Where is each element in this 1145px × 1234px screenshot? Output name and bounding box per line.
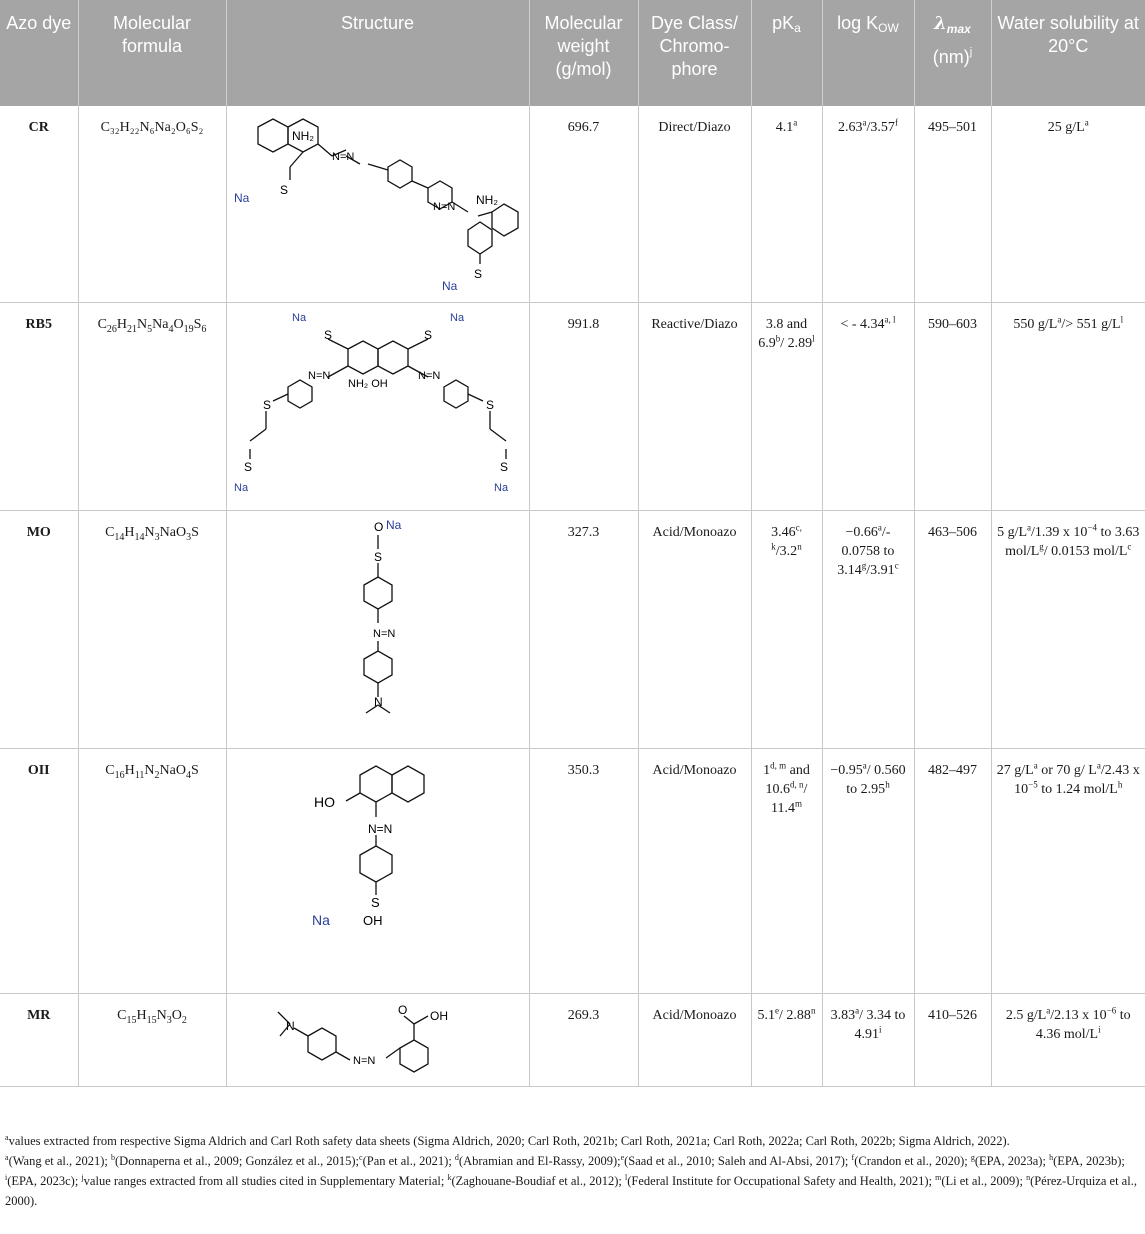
lambda-max-value: 590–603 [914,302,991,510]
orange-ii-structure [228,755,528,987]
pka-value: 3.8 and 6.9$^b$/ 2.89$^l$ [751,302,822,510]
svg-text:N=N: N=N [417,369,440,382]
structure-cr-image [226,106,529,302]
molecular-weight: 991.8 [529,302,638,510]
congo-red-structure [228,112,528,292]
molecular-formula: C₃₂H₂₂N₆Na₂O₆S₂ [78,106,226,302]
dye-name: MR [0,993,78,1086]
footnote-sources: $^a$values extracted from respective Sigma Aldrich and Carl Roth safety data sheets (Sigma Aldrich, 2020; Carl Roth, 2021b; Carl Roth, 2021a; Carl Roth, 2022a; Carl Roth, 2022b; Sigma Aldrich, 2022). [5,1132,1010,1148]
pka-value: 5.1e/ 2.88$^n$ [751,993,822,1086]
svg-text:S: S [262,397,271,412]
table-row [0,302,1145,510]
table-footnotes [5,1131,1140,1211]
svg-text:S: S [243,459,252,474]
svg-text:S: S [370,894,380,910]
structure-rb5-image [226,302,529,510]
svg-text:S: S [279,183,288,197]
dye-class: Acid/Monoazo [638,510,751,748]
svg-text:N=N: N=N [307,369,330,382]
molecular-formula: $C_{16}H_{11}N_2NaO_4S$ [78,748,226,993]
svg-text:S: S [373,549,382,564]
svg-text:Na: Na [311,911,330,928]
dye-name: MO [0,510,78,748]
methyl-orange-structure [228,517,528,742]
table-row [0,748,1145,993]
svg-text:Na: Na [385,517,401,532]
table-row [0,106,1145,302]
svg-text:N: N [285,1018,295,1033]
svg-text:N: N [373,694,383,709]
molecular-formula: $C_{14}H_{14}N_3NaO_3S$ [78,510,226,748]
header-azo-dye: Azo dye [0,0,78,106]
svg-text:Na: Na [493,481,508,494]
molecular-formula: $C_{15}H_{15}N_3O_2$ [78,993,226,1086]
svg-text:OH: OH [362,912,382,928]
header-structure: Structure [226,0,529,106]
svg-text:S: S [323,327,332,342]
water-solubility-value: 2.5 $g/L^a/2.13$ x $10^{-6}$ to 4.36 mol/$L^i$ [991,993,1145,1086]
log-kow-value: −0.66$^a$/- 0.0758 to 3.14$^g$/3.91$^c$ [822,510,914,748]
svg-text:N=N: N=N [331,151,354,163]
svg-text:N=N: N=N [372,627,395,640]
svg-text:N=N: N=N [352,1054,375,1067]
svg-text:S: S [485,397,494,412]
svg-text:Na: Na [441,279,457,292]
dye-name: OII [0,748,78,993]
molecular-weight: 327.3 [529,510,638,748]
log-kow-value: 3.83$^a$/ 3.34 to 4.91$^i$ [822,993,914,1086]
svg-text:Na: Na [233,191,249,205]
molecular-weight: 350.3 [529,748,638,993]
svg-text:OH: OH [429,1008,448,1023]
footnote-references: $^a$(Wang et al., 2021); $^b$(Donnaperna et al., 2009; González et al., 2015);$^c$(Pan et al., 2021); $^d$(Abramian and El-Rassy, 2009);$^e$(Saad et al., 2010; Saleh and Al-Absi, 2017); $^f$(Crandon et al., 2020); $^g$(EPA, 2023a); $^h$(EPA, 2023b); $^i$(EPA, 2023c); $^j$value ranges extracted from all studies cited in Supplementary Material; $^k$(Zaghouane-Boudiaf et al., 2012); $^l$(Federal Institute for Occupational Safety and Health, 2021); $^m$(Li et al., 2009); $^n$(Pérez-Urquiza et al., 2000). [5,1152,1137,1208]
methyl-red-structure [228,1000,528,1080]
svg-text:S: S [423,327,432,342]
svg-text:N=N: N=N [432,201,455,213]
log-kow-value: < - 4.34$^{a, l}$ [822,302,914,510]
lambda-max-value: 463–506 [914,510,991,748]
dye-class: Acid/Monoazo [638,993,751,1086]
water-solubility-value: 5 $g/L^a/1.39$ x $10^{-4}$ to 3.63 mol/$L^g/$ 0.0153 mol/$L^c$ [991,510,1145,748]
water-solubility-value: 25 $g/L^a$ [991,106,1145,302]
svg-text:Na: Na [291,311,306,324]
dye-name: RB5 [0,302,78,510]
svg-text:O: O [373,519,383,534]
molecular-weight: 696.7 [529,106,638,302]
molecular-formula: $C_{26}H_{21}N_5Na_4O_{19}S_6$ [78,302,226,510]
header-dye-class: Dye Class/ Chromo- phore [638,0,751,106]
svg-text:NH₂ OH: NH₂ OH [347,377,388,390]
svg-text:NH₂: NH₂ [291,129,314,143]
table-row [0,993,1145,1086]
header-molecular-formula: Molecular formula [78,0,226,106]
structure-mo-image [226,510,529,748]
svg-text:Na: Na [233,481,248,494]
log-kow-value: −0.95$^a$/ 0.560 to 2.95$^h$ [822,748,914,993]
header-molecular-weight: Molecular weight (g/mol) [529,0,638,106]
header-log-kow: $\log K_{OW}$ [822,0,914,106]
svg-text:S: S [473,267,482,281]
pka-value: 1$^{d, m}$ and 10.6$^{d, n}$/ 11.4$^m$ [751,748,822,993]
lambda-max-value: 482–497 [914,748,991,993]
svg-text:N=N: N=N [367,821,392,836]
molecular-weight: 269.3 [529,993,638,1086]
table-row [0,510,1145,748]
dye-class: Reactive/Diazo [638,302,751,510]
structure-oii-image [226,748,529,993]
svg-text:O: O [397,1002,407,1017]
lambda-max-value: 410–526 [914,993,991,1086]
dye-class: Direct/Diazo [638,106,751,302]
log-kow-value: 2.63$^a$/3.57$^f$ [822,106,914,302]
svg-text:HO: HO [313,793,335,810]
pka-value: 4.1$^a$ [751,106,822,302]
structure-mr-image [226,993,529,1086]
reactive-black-5-structure [228,309,528,504]
dye-class: Acid/Monoazo [638,748,751,993]
water-solubility-value: 27 $g/L^a$ or 70 g/ $L^a/2.43$ x $10^{-5}$ to 1.24 mol/$L^h$ [991,748,1145,993]
header-lambda-max: $\lambda_{max}$ (nm)$^j$ [914,0,991,106]
lambda-max-value: 495–501 [914,106,991,302]
svg-text:S: S [499,459,508,474]
pka-value: 3.46$^{c, k}$/3.2$^n$ [751,510,822,748]
svg-text:NH₂: NH₂ [475,193,498,207]
header-row [0,0,1145,106]
svg-text:Na: Na [449,311,464,324]
header-pka: $pK_a$ [751,0,822,106]
water-solubility-value: 550 $g/L^a/> 551$ $g/L^l$ [991,302,1145,510]
header-water-solubility: Water solubility at 20°C [991,0,1145,106]
dye-name: CR [0,106,78,302]
